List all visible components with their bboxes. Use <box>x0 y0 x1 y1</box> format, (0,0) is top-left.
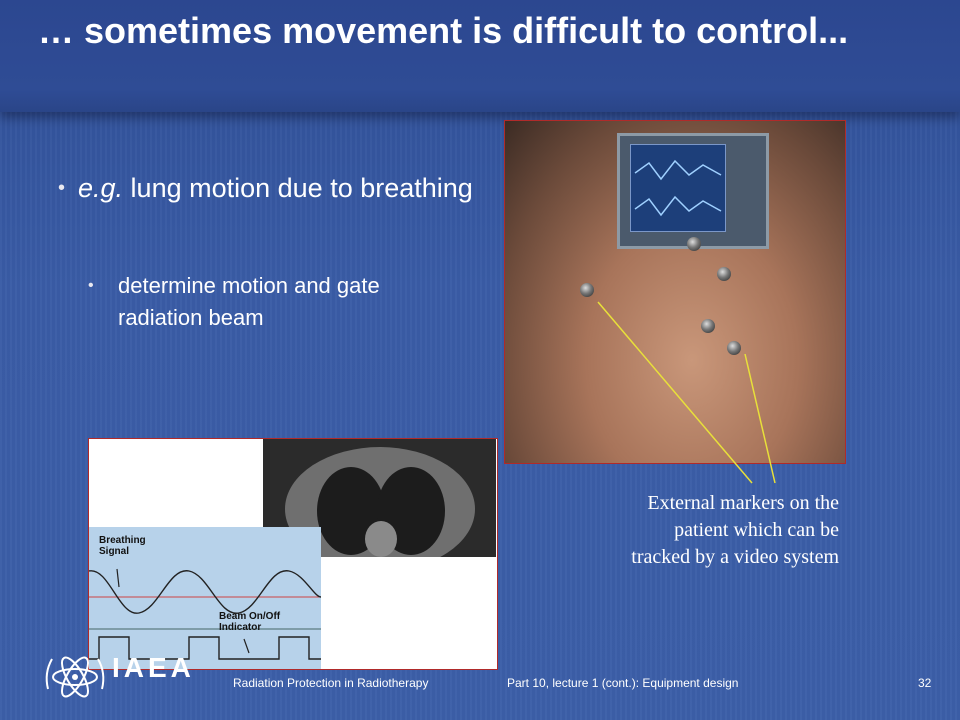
bullet-main-rest: lung motion due to breathing <box>123 173 473 203</box>
slide-title: … sometimes movement is difficult to control... <box>38 10 849 51</box>
pointer-line-1 <box>598 302 752 483</box>
atom-icon <box>40 643 110 711</box>
iaea-logo <box>40 643 110 716</box>
logo-text: IAEA <box>112 652 195 683</box>
ct-figure <box>88 438 498 670</box>
breathing-signal-label: Breathing Signal <box>99 535 146 557</box>
footer-part: Part 10, lecture 1 (cont.): Equipment design <box>507 676 739 690</box>
bullet-sub-dot: • <box>88 277 94 294</box>
beam-indicator-label: Beam On/Off Indicator <box>219 611 281 633</box>
bullet-main-prefix: e.g. <box>78 173 124 203</box>
page-number: 32 <box>918 676 932 690</box>
bullet-dot: • <box>58 177 66 199</box>
marker-caption: External markers on the patient which can be tracked by a video system <box>631 492 839 568</box>
pointer-line-2 <box>745 354 775 483</box>
footer-course: Radiation Protection in Radiotherapy <box>233 676 429 690</box>
bullet-sub-text: determine motion and gate radiation beam <box>118 273 380 330</box>
breathing-signal-plot <box>89 527 321 669</box>
